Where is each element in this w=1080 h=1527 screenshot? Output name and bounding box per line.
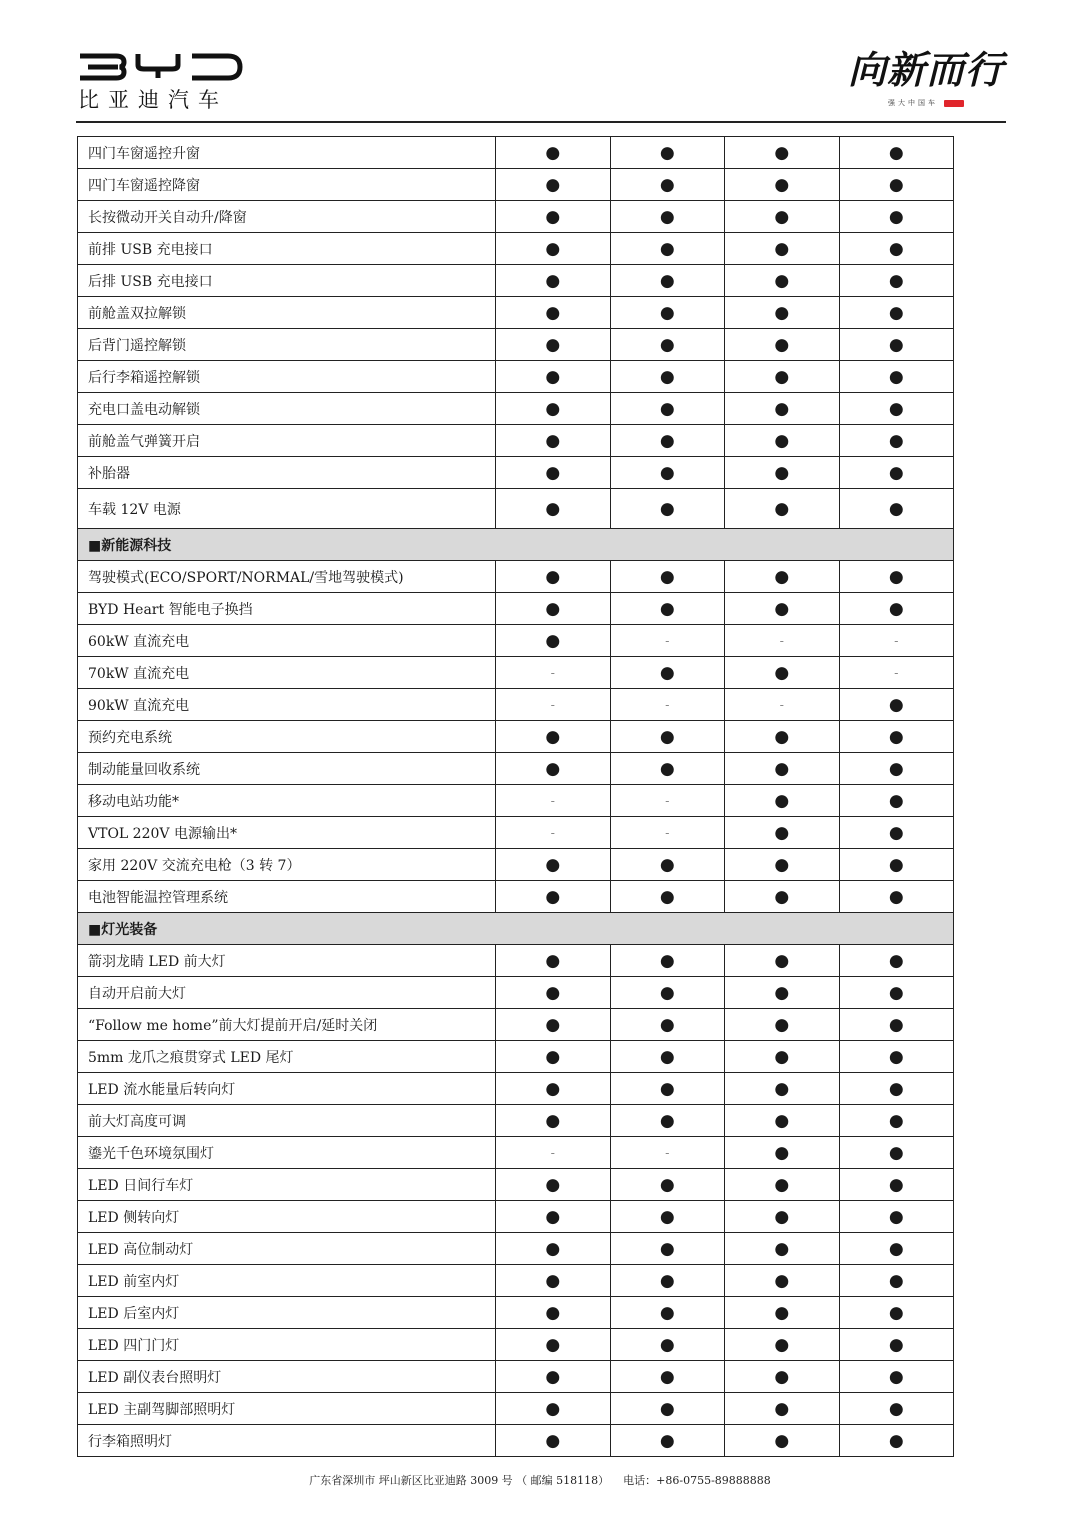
standard-feature-mark: ● (610, 201, 725, 233)
brand-name-cn: 比亚迪汽车 (78, 88, 228, 112)
standard-feature-mark: ● (839, 1393, 954, 1425)
not-available-mark: - (610, 1137, 725, 1169)
header-divider (76, 121, 1006, 123)
standard-feature-mark: ● (610, 561, 725, 593)
standard-feature-mark: ● (496, 977, 611, 1009)
table-row (78, 657, 954, 689)
standard-feature-mark: ● (839, 1105, 954, 1137)
table-row (78, 1041, 954, 1073)
standard-feature-mark: ● (496, 425, 611, 457)
table-row (78, 1361, 954, 1393)
standard-feature-mark: ● (610, 1041, 725, 1073)
table-row (78, 881, 954, 913)
standard-feature-mark: ● (725, 137, 840, 169)
feature-name: VTOL 220V 电源输出* (78, 817, 496, 849)
standard-feature-mark: ● (725, 753, 840, 785)
feature-name: 前排 USB 充电接口 (78, 233, 496, 265)
standard-feature-mark: ● (496, 457, 611, 489)
feature-name: 四门车窗遥控降窗 (78, 169, 496, 201)
feature-name: LED 流水能量后转向灯 (78, 1073, 496, 1105)
standard-feature-mark: ● (496, 361, 611, 393)
table-row (78, 361, 954, 393)
standard-feature-mark: ● (725, 1425, 840, 1457)
table-row (78, 1265, 954, 1297)
standard-feature-mark: ● (610, 1329, 725, 1361)
standard-feature-mark: ● (610, 881, 725, 913)
feature-name: LED 后室内灯 (78, 1297, 496, 1329)
standard-feature-mark: ● (725, 1041, 840, 1073)
standard-feature-mark: ● (496, 489, 611, 529)
standard-feature-mark: ● (725, 1009, 840, 1041)
standard-feature-mark: ● (610, 1169, 725, 1201)
table-row (78, 945, 954, 977)
table-row (78, 1297, 954, 1329)
standard-feature-mark: ● (839, 425, 954, 457)
standard-feature-mark: ● (839, 945, 954, 977)
standard-feature-mark: ● (610, 1201, 725, 1233)
standard-feature-mark: ● (725, 593, 840, 625)
standard-feature-mark: ● (496, 1425, 611, 1457)
feature-name: LED 侧转向灯 (78, 1201, 496, 1233)
table-row (78, 593, 954, 625)
standard-feature-mark: ● (839, 233, 954, 265)
standard-feature-mark: ● (610, 1073, 725, 1105)
standard-feature-mark: ● (725, 233, 840, 265)
table-row (78, 753, 954, 785)
feature-name: 长按微动开关自动升/降窗 (78, 201, 496, 233)
standard-feature-mark: ● (496, 393, 611, 425)
standard-feature-mark: ● (725, 849, 840, 881)
standard-feature-mark: ● (496, 297, 611, 329)
table-row (78, 169, 954, 201)
standard-feature-mark: ● (725, 1329, 840, 1361)
section-title: ■灯光装备 (78, 913, 954, 945)
standard-feature-mark: ● (725, 169, 840, 201)
standard-feature-mark: ● (496, 1201, 611, 1233)
table-row (78, 785, 954, 817)
feature-name: 行李箱照明灯 (78, 1425, 496, 1457)
slogan-title: 向新而行 (847, 47, 1004, 92)
standard-feature-mark: ● (496, 945, 611, 977)
standard-feature-mark: ● (496, 1233, 611, 1265)
standard-feature-mark: ● (496, 265, 611, 297)
standard-feature-mark: ● (839, 329, 954, 361)
table-row (78, 265, 954, 297)
feature-name: 前大灯高度可调 (78, 1105, 496, 1137)
feature-name: 后背门遥控解锁 (78, 329, 496, 361)
byd-mini-badge-icon (944, 100, 964, 107)
table-row (78, 489, 954, 529)
table-row (78, 457, 954, 489)
table-row (78, 561, 954, 593)
standard-feature-mark: ● (496, 233, 611, 265)
not-available-mark: - (725, 625, 840, 657)
standard-feature-mark: ● (839, 1265, 954, 1297)
feature-name: 前舱盖气弹簧开启 (78, 425, 496, 457)
not-available-mark: - (839, 657, 954, 689)
standard-feature-mark: ● (496, 593, 611, 625)
standard-feature-mark: ● (839, 1361, 954, 1393)
feature-name: LED 前室内灯 (78, 1265, 496, 1297)
feature-name: 制动能量回收系统 (78, 753, 496, 785)
standard-feature-mark: ● (839, 361, 954, 393)
feature-name: “Follow me home”前大灯提前开启/延时关闭 (78, 1009, 496, 1041)
standard-feature-mark: ● (839, 393, 954, 425)
section-header-row (78, 529, 954, 561)
feature-name: LED 四门门灯 (78, 1329, 496, 1361)
standard-feature-mark: ● (610, 657, 725, 689)
standard-feature-mark: ● (496, 1041, 611, 1073)
standard-feature-mark: ● (610, 489, 725, 529)
not-available-mark: - (610, 817, 725, 849)
standard-feature-mark: ● (839, 1009, 954, 1041)
standard-feature-mark: ● (725, 881, 840, 913)
standard-feature-mark: ● (839, 593, 954, 625)
feature-name: 车载 12V 电源 (78, 489, 496, 529)
standard-feature-mark: ● (839, 137, 954, 169)
standard-feature-mark: ● (839, 849, 954, 881)
spec-table (77, 136, 954, 1457)
standard-feature-mark: ● (725, 657, 840, 689)
standard-feature-mark: ● (610, 361, 725, 393)
table-row (78, 425, 954, 457)
not-available-mark: - (610, 785, 725, 817)
standard-feature-mark: ● (725, 1297, 840, 1329)
not-available-mark: - (496, 817, 611, 849)
feature-name: BYD Heart 智能电子换挡 (78, 593, 496, 625)
standard-feature-mark: ● (610, 265, 725, 297)
not-available-mark: - (496, 689, 611, 721)
standard-feature-mark: ● (725, 329, 840, 361)
feature-name: 90kW 直流充电 (78, 689, 496, 721)
standard-feature-mark: ● (725, 201, 840, 233)
standard-feature-mark: ● (496, 1393, 611, 1425)
standard-feature-mark: ● (725, 361, 840, 393)
standard-feature-mark: ● (839, 1201, 954, 1233)
standard-feature-mark: ● (839, 689, 954, 721)
standard-feature-mark: ● (725, 1105, 840, 1137)
standard-feature-mark: ● (839, 1169, 954, 1201)
feature-name: 70kW 直流充电 (78, 657, 496, 689)
standard-feature-mark: ● (496, 1265, 611, 1297)
standard-feature-mark: ● (725, 393, 840, 425)
feature-name: 预约充电系统 (78, 721, 496, 753)
standard-feature-mark: ● (496, 849, 611, 881)
standard-feature-mark: ● (610, 1105, 725, 1137)
standard-feature-mark: ● (610, 849, 725, 881)
standard-feature-mark: ● (725, 817, 840, 849)
feature-name: 充电口盖电动解锁 (78, 393, 496, 425)
standard-feature-mark: ● (610, 1233, 725, 1265)
standard-feature-mark: ● (725, 1073, 840, 1105)
standard-feature-mark: ● (610, 753, 725, 785)
standard-feature-mark: ● (610, 1361, 725, 1393)
standard-feature-mark: ● (610, 233, 725, 265)
standard-feature-mark: ● (839, 169, 954, 201)
feature-name: 后排 USB 充电接口 (78, 265, 496, 297)
standard-feature-mark: ● (839, 489, 954, 529)
table-row (78, 1169, 954, 1201)
section-title: ■新能源科技 (78, 529, 954, 561)
feature-name: 60kW 直流充电 (78, 625, 496, 657)
not-available-mark: - (496, 1137, 611, 1169)
standard-feature-mark: ● (496, 137, 611, 169)
page-footer: 广东省深圳市 坪山新区比亚迪路 3009 号 （ 邮编 518118） 电话：+86-0755-89888888 (309, 1474, 771, 1487)
feature-name: 四门车窗遥控升窗 (78, 137, 496, 169)
feature-name: 5mm 龙爪之痕贯穿式 LED 尾灯 (78, 1041, 496, 1073)
table-row (78, 1425, 954, 1457)
standard-feature-mark: ● (839, 1425, 954, 1457)
table-row (78, 297, 954, 329)
table-row (78, 625, 954, 657)
standard-feature-mark: ● (610, 977, 725, 1009)
not-available-mark: - (496, 657, 611, 689)
table-row (78, 1233, 954, 1265)
table-row (78, 1073, 954, 1105)
standard-feature-mark: ● (496, 625, 611, 657)
standard-feature-mark: ● (839, 265, 954, 297)
table-row (78, 201, 954, 233)
standard-feature-mark: ● (839, 457, 954, 489)
feature-name: 后行李箱遥控解锁 (78, 361, 496, 393)
standard-feature-mark: ● (839, 1329, 954, 1361)
table-row (78, 1393, 954, 1425)
standard-feature-mark: ● (610, 297, 725, 329)
standard-feature-mark: ● (725, 489, 840, 529)
byd-logo (78, 52, 248, 112)
standard-feature-mark: ● (725, 721, 840, 753)
standard-feature-mark: ● (610, 1297, 725, 1329)
not-available-mark: - (610, 689, 725, 721)
standard-feature-mark: ● (725, 1169, 840, 1201)
standard-feature-mark: ● (610, 425, 725, 457)
table-row (78, 1105, 954, 1137)
standard-feature-mark: ● (839, 977, 954, 1009)
standard-feature-mark: ● (610, 945, 725, 977)
standard-feature-mark: ● (610, 457, 725, 489)
table-row (78, 1009, 954, 1041)
feature-name: 家用 220V 交流充电枪（3 转 7） (78, 849, 496, 881)
feature-name: 鎏光千色环境氛围灯 (78, 1137, 496, 1169)
slogan-block (846, 44, 1006, 108)
standard-feature-mark: ● (839, 881, 954, 913)
standard-feature-mark: ● (610, 393, 725, 425)
standard-feature-mark: ● (496, 1329, 611, 1361)
standard-feature-mark: ● (725, 425, 840, 457)
table-row (78, 329, 954, 361)
standard-feature-mark: ● (725, 457, 840, 489)
standard-feature-mark: ● (725, 265, 840, 297)
standard-feature-mark: ● (839, 1137, 954, 1169)
standard-feature-mark: ● (496, 1169, 611, 1201)
table-row (78, 849, 954, 881)
standard-feature-mark: ● (610, 1009, 725, 1041)
standard-feature-mark: ● (839, 817, 954, 849)
standard-feature-mark: ● (610, 329, 725, 361)
slogan-subline (846, 98, 1006, 108)
feature-name: 移动电站功能* (78, 785, 496, 817)
not-available-mark: - (725, 689, 840, 721)
standard-feature-mark: ● (839, 297, 954, 329)
feature-name: 补胎器 (78, 457, 496, 489)
table-row (78, 1201, 954, 1233)
table-row (78, 977, 954, 1009)
spec-table-body (78, 137, 954, 1457)
standard-feature-mark: ● (725, 297, 840, 329)
feature-name: 前舱盖双拉解锁 (78, 297, 496, 329)
standard-feature-mark: ● (496, 1105, 611, 1137)
standard-feature-mark: ● (839, 1073, 954, 1105)
standard-feature-mark: ● (725, 1233, 840, 1265)
standard-feature-mark: ● (839, 1233, 954, 1265)
slogan-subtitle: 强大中国车 (888, 99, 938, 107)
standard-feature-mark: ● (496, 329, 611, 361)
feature-name: 电池智能温控管理系统 (78, 881, 496, 913)
feature-name: LED 日间行车灯 (78, 1169, 496, 1201)
standard-feature-mark: ● (610, 137, 725, 169)
standard-feature-mark: ● (610, 721, 725, 753)
standard-feature-mark: ● (610, 1393, 725, 1425)
table-row (78, 233, 954, 265)
standard-feature-mark: ● (725, 561, 840, 593)
feature-name: 驾驶模式(ECO/SPORT/NORMAL/雪地驾驶模式) (78, 561, 496, 593)
standard-feature-mark: ● (839, 1297, 954, 1329)
standard-feature-mark: ● (725, 1137, 840, 1169)
standard-feature-mark: ● (496, 1073, 611, 1105)
standard-feature-mark: ● (610, 1425, 725, 1457)
standard-feature-mark: ● (725, 1393, 840, 1425)
table-row (78, 393, 954, 425)
byd-logo-mark (78, 52, 248, 82)
standard-feature-mark: ● (839, 201, 954, 233)
not-available-mark: - (496, 785, 611, 817)
feature-name: 箭羽龙睛 LED 前大灯 (78, 945, 496, 977)
standard-feature-mark: ● (725, 977, 840, 1009)
standard-feature-mark: ● (725, 785, 840, 817)
standard-feature-mark: ● (496, 1009, 611, 1041)
standard-feature-mark: ● (496, 721, 611, 753)
standard-feature-mark: ● (496, 881, 611, 913)
table-row (78, 1329, 954, 1361)
standard-feature-mark: ● (610, 1265, 725, 1297)
standard-feature-mark: ● (496, 201, 611, 233)
standard-feature-mark: ● (610, 593, 725, 625)
table-row (78, 689, 954, 721)
standard-feature-mark: ● (725, 1265, 840, 1297)
standard-feature-mark: ● (839, 753, 954, 785)
feature-name: 自动开启前大灯 (78, 977, 496, 1009)
standard-feature-mark: ● (496, 753, 611, 785)
table-row (78, 1137, 954, 1169)
standard-feature-mark: ● (725, 945, 840, 977)
table-row (78, 721, 954, 753)
table-row (78, 137, 954, 169)
feature-name: LED 主副驾脚部照明灯 (78, 1393, 496, 1425)
standard-feature-mark: ● (839, 721, 954, 753)
standard-feature-mark: ● (496, 1361, 611, 1393)
feature-name: LED 高位制动灯 (78, 1233, 496, 1265)
feature-name: LED 副仪表台照明灯 (78, 1361, 496, 1393)
standard-feature-mark: ● (725, 1201, 840, 1233)
standard-feature-mark: ● (839, 785, 954, 817)
standard-feature-mark: ● (725, 1361, 840, 1393)
not-available-mark: - (610, 625, 725, 657)
not-available-mark: - (839, 625, 954, 657)
standard-feature-mark: ● (496, 1297, 611, 1329)
standard-feature-mark: ● (610, 169, 725, 201)
section-header-row (78, 913, 954, 945)
table-row (78, 817, 954, 849)
standard-feature-mark: ● (496, 561, 611, 593)
standard-feature-mark: ● (496, 169, 611, 201)
standard-feature-mark: ● (839, 1041, 954, 1073)
standard-feature-mark: ● (839, 561, 954, 593)
